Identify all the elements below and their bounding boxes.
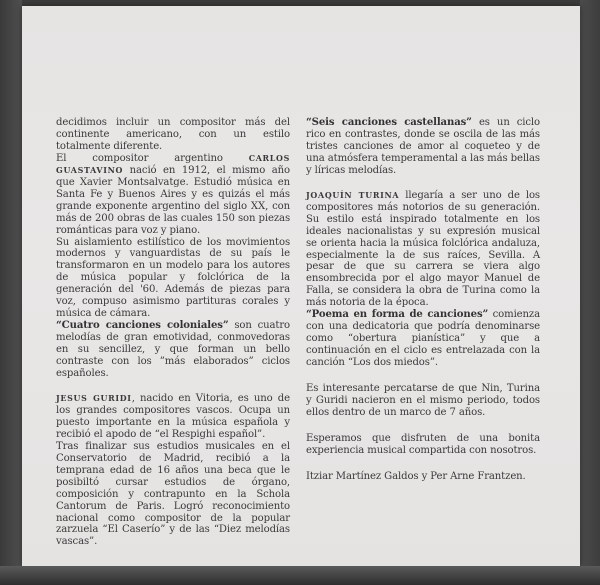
work-title-cuatro-canciones: “Cuatro canciones coloniales” — [56, 320, 229, 332]
left-column — [56, 117, 290, 548]
paragraph-guastavino — [56, 153, 290, 237]
paragraph-poema — [306, 309, 540, 369]
text-turina: llegaría a ser uno de los compositores más notorios de su generación. Su estilo está inspirado totalmente en los ideales nacionalistas y su expresión musical se orienta hacia la música folclórica andaluza, especialmente la de sus raíces, Sevilla. A pesar de que su carrera se viera algo ensombrecida por el algo mayor Manuel de Falla, se considera la obra de Turina como la más notoria de la época. — [306, 189, 540, 309]
paragraph-guridi — [56, 393, 290, 441]
signature: Itziar Martínez Galdos y Per Arne Frantzen. — [306, 470, 526, 482]
paragraph-cuatro-canciones — [56, 320, 290, 380]
work-title-poema: “Poema en forma de canciones” — [306, 309, 489, 321]
composer-name-guastavino: CARLOS GUASTAVINO — [56, 153, 290, 175]
composer-name-turina: JOAQUÍN TURINA — [306, 190, 400, 200]
paragraph-guridi-studies: Tras finalizar sus estudios musicales en el Conservatorio de Madrid, recibió a la temprana edad de 16 años una beca que le posibiltó cursar estudios de órgano, composición y contrapunto en la Schola Cantorum de Paris. Logró reconocimiento nacional como compositor de la popular zarzuela “El Caserío” y de las “Diez melodías vascas”. — [56, 440, 290, 548]
background-left — [0, 0, 22, 585]
text-seis-canciones: es un ciclo rico en contrastes, donde se oscila de las más tristes canciones de amor al coqueteo y de una atmósfera temperamental a las más bellas y líricas melodías. — [306, 117, 541, 176]
paragraph-same-period: Es interesante percatarse de que Nin, Turina y Guridi nacieron en el mismo periodo, todos ellos dentro de un marco de 7 años. — [306, 383, 540, 418]
text-poema: comienza con una dedicatoria que podría denominarse como “obertura pianística” y que a continuación en el ciclo es entrelazada con la canción “Los dos miedos”. — [306, 309, 541, 369]
paragraph-turina — [306, 190, 540, 310]
paragraph-intro-end: decidimos incluir un compositor más del continente americano, con un estilo totalmente diferente. — [56, 117, 290, 152]
text-guastavino-pre: El compositor argentino — [56, 152, 223, 164]
work-title-seis-canciones: “Seis canciones castellanas” — [306, 117, 472, 128]
text-guastavino-post: nació en 1912, el mismo año que Xavier Montsalvatge. Estudió música en Santa Fe y Buenos Aires y es quizás el más grande exponente argentino del siglo XX, con más de 200 obras de las cuales 150 son piezas románticas para voz y piano. — [56, 164, 290, 236]
text-guridi: , nacido en Vitoria, es uno de los grandes compositores vascos. Ocupa un puesto importante en la música española y recibió el apodo de “el Respighi español”. — [56, 392, 290, 440]
paragraph-closing: Esperamos que disfruten de una bonita experiencia musical compartida con nosotros. — [306, 432, 540, 456]
composer-name-guridi: JESUS GURIDI — [56, 393, 132, 403]
right-column — [306, 117, 540, 483]
paragraph-isolation: Su aislamiento estilístico de los movimientos modernos y vanguardistas de su país le transformaron en un modelo para los autores de música popular y folclórica de la generación del '60. Además de piezas para voz, compuso asimismo partituras corales y música de cámara. — [56, 236, 290, 320]
paragraph-seis-canciones — [306, 117, 540, 177]
text-cuatro-canciones: son cuatro melodías de gran emotividad, conmovedoras en su sencillez, y que forman un bello contraste con los ”más elaborados” ciclos españoles. — [56, 320, 290, 380]
booklet-bottom-edge — [0, 566, 600, 585]
background-right — [580, 0, 600, 585]
